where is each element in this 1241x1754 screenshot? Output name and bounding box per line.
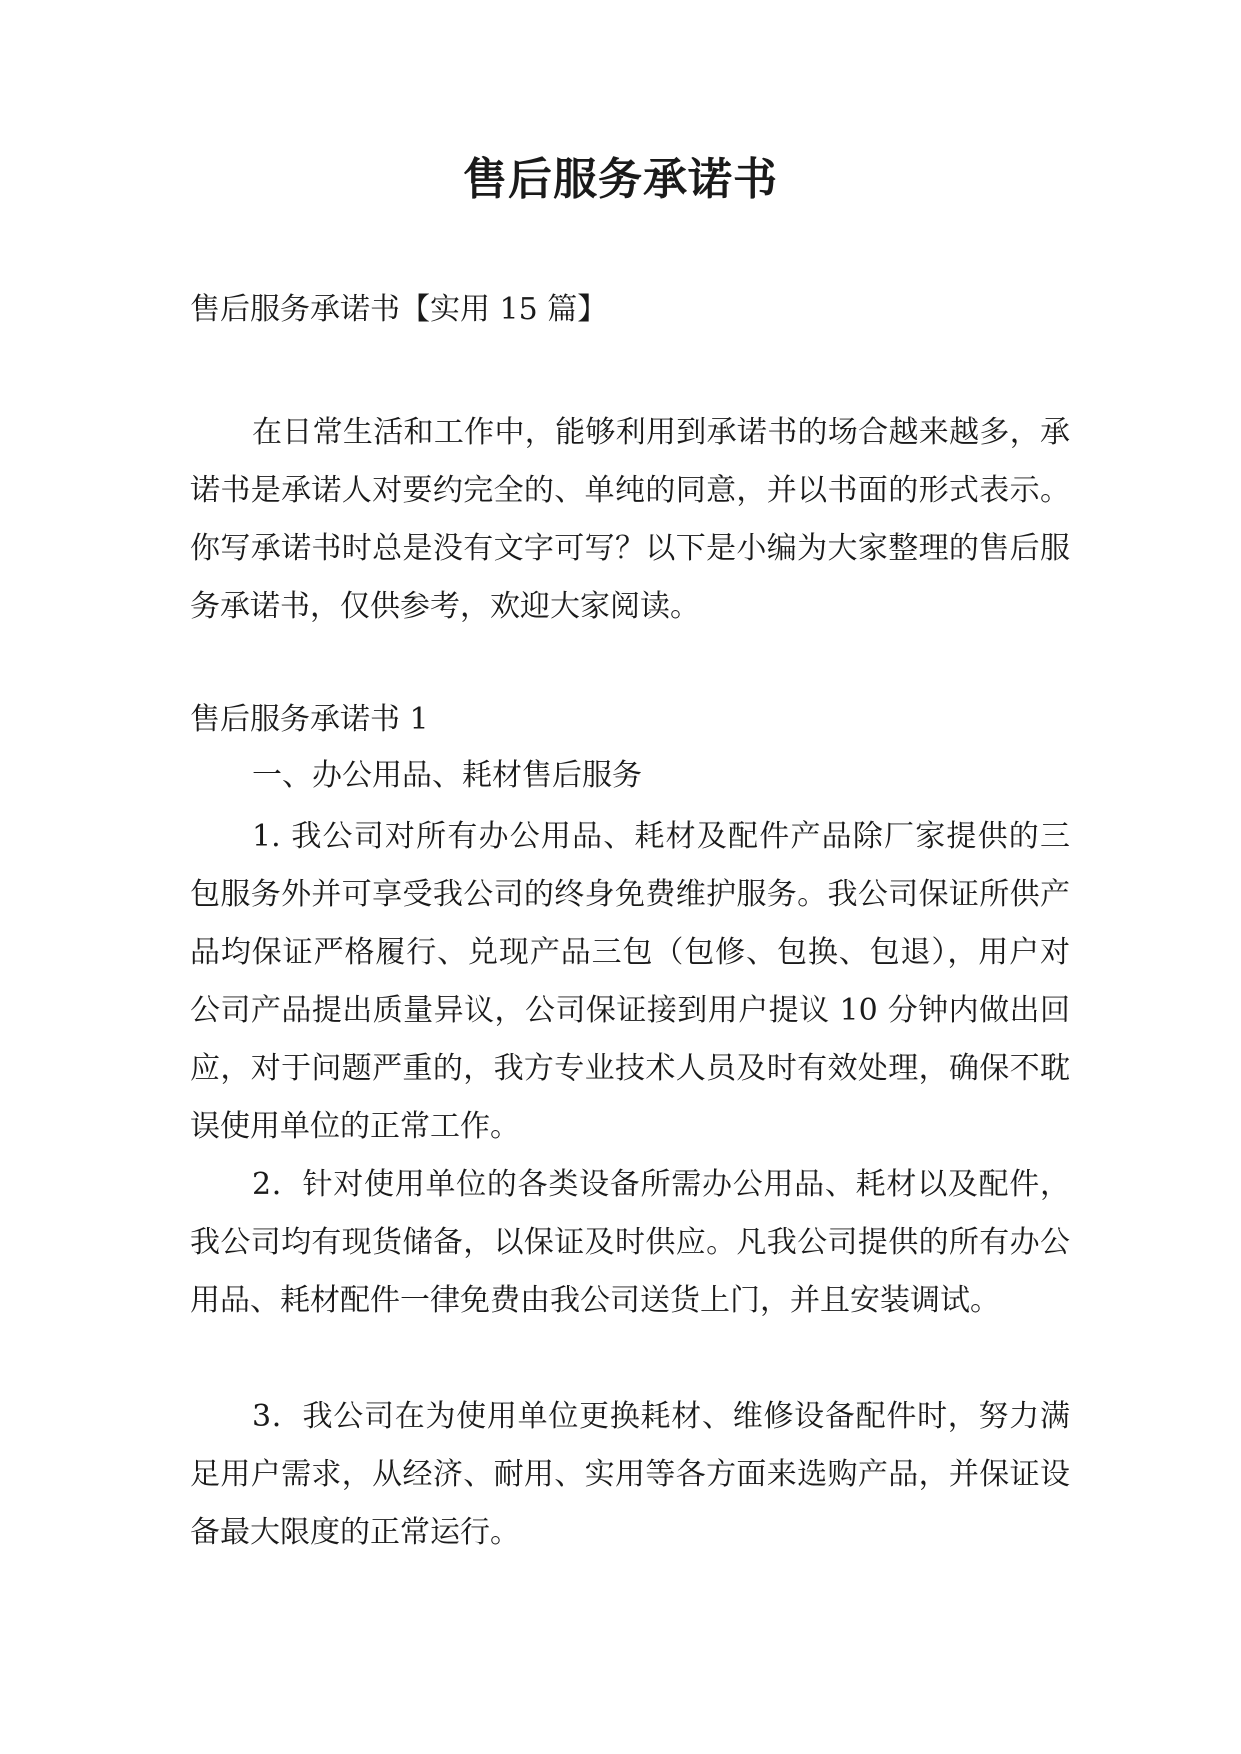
service-item-3: 3．我公司在为使用单位更换耗材、维修设备配件时，努力满足用户需求，从经济、耐用、实用等各方面来选购产品，并保证设备最大限度的正常运行。 xyxy=(190,1399,1070,1550)
document-title: 售后服务承诺书 xyxy=(463,154,778,205)
service-item-1: 1. 我公司对所有办公用品、耗材及配件产品除厂家提供的三包服务外并可享受我公司的终身免费维护服务。我公司保证所供产品均保证严格履行、兑现产品三包（包修、包换、包退），用户对公司产品提出质量异议，公司保证接到用户提议 10 分钟内做出回应，对于问题严重的，我方专业技术人员及时有效处理，确保不耽误使用单位的正常工作。 xyxy=(190,819,1070,1144)
intro-paragraph: 在日常生活和工作中，能够利用到承诺书的场合越来越多，承诺书是承诺人对要约完全的、单纯的同意，并以书面的形式表示。你写承诺书时总是没有文字可写？以下是小编为大家整理的售后服务承诺书，仅供参考，欢迎大家阅读。 xyxy=(190,415,1070,624)
section-heading: 一、办公用品、耗材售后服务 xyxy=(252,758,642,793)
section-title: 售后服务承诺书 1 xyxy=(190,702,429,737)
service-item-2: 2．针对使用单位的各类设备所需办公用品、耗材以及配件，我公司均有现货储备，以保证及时供应。凡我公司提供的所有办公用品、耗材配件一律免费由我公司送货上门，并且安装调试。 xyxy=(190,1167,1070,1318)
document-subtitle: 售后服务承诺书【实用 15 篇】 xyxy=(190,292,608,327)
